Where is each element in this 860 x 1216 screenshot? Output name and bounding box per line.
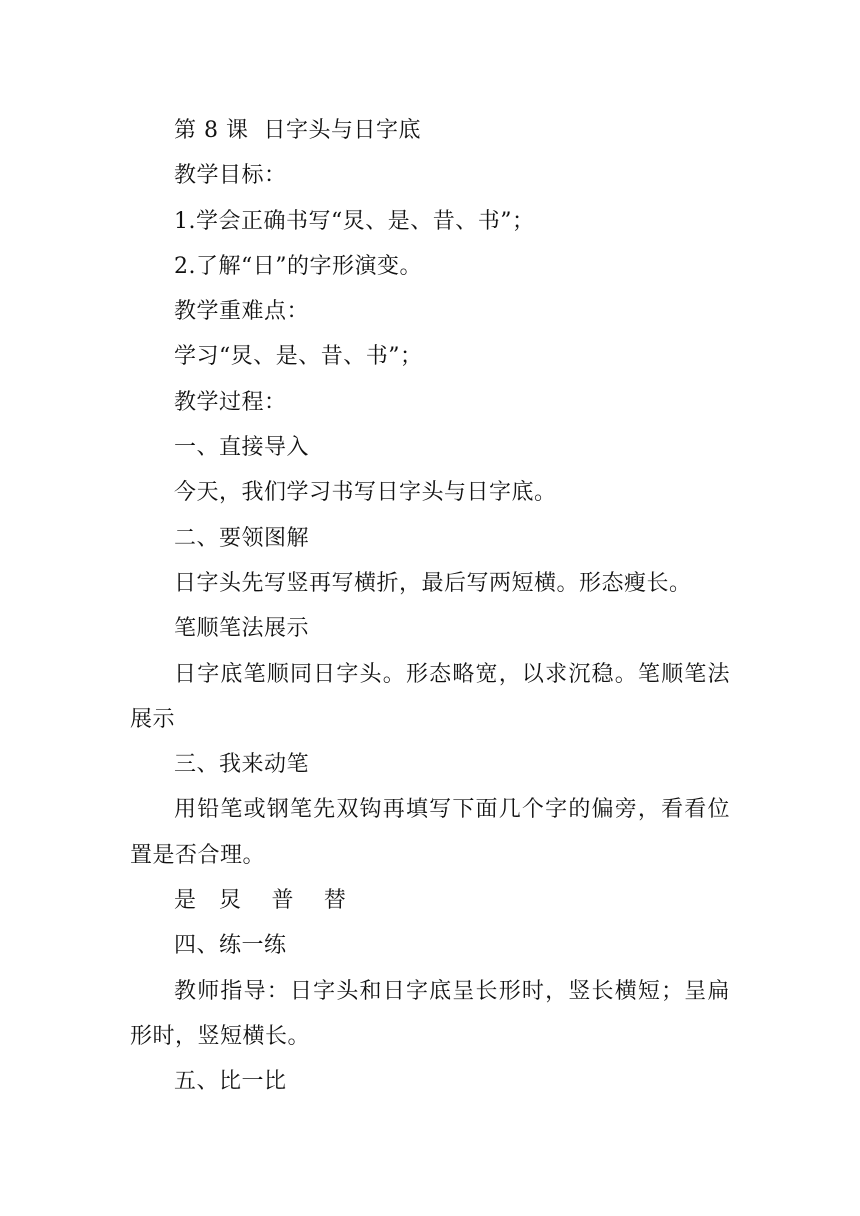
paragraph: 教学过程： [174,389,287,415]
paragraph: 教学重难点： [174,299,310,325]
paragraph: 2.了解“日”的字形演变。 [174,253,422,279]
paragraph: 日字底笔顺同日字头。形态略宽，以求沉稳。笔顺笔法展示 [130,661,730,732]
character-list: 是 炅 普 替 [174,888,347,914]
section-heading: 一、直接导入 [174,435,310,461]
section-heading: 二、要领图解 [174,525,310,551]
paragraph: 教学目标： [174,163,287,189]
paragraph: 教师指导：日字头和日字底呈长形时，竖长横短；呈扁形时，竖短横长。 [130,978,730,1049]
paragraph: 今天，我们学习书写日字头与日字底。 [174,480,557,506]
lesson-title: 第 8 课 日字头与日字底 [174,118,421,143]
paragraph: 用铅笔或钢笔先双钩再填写下面几个字的偏旁，看看位置是否合理。 [130,797,730,868]
paragraph: 1.学会正确书写“炅、是、昔、书”； [174,208,535,234]
section-heading: 三、我来动笔 [174,752,310,778]
paragraph: 日字头先写竖再写横折，最后写两短横。形态瘦长。 [174,570,692,596]
paragraph: 笔顺笔法展示 [174,616,310,642]
section-heading: 五、比一比 [174,1069,287,1095]
section-heading: 四、练一练 [174,933,287,959]
paragraph: 学习“炅、是、昔、书”； [174,344,423,370]
